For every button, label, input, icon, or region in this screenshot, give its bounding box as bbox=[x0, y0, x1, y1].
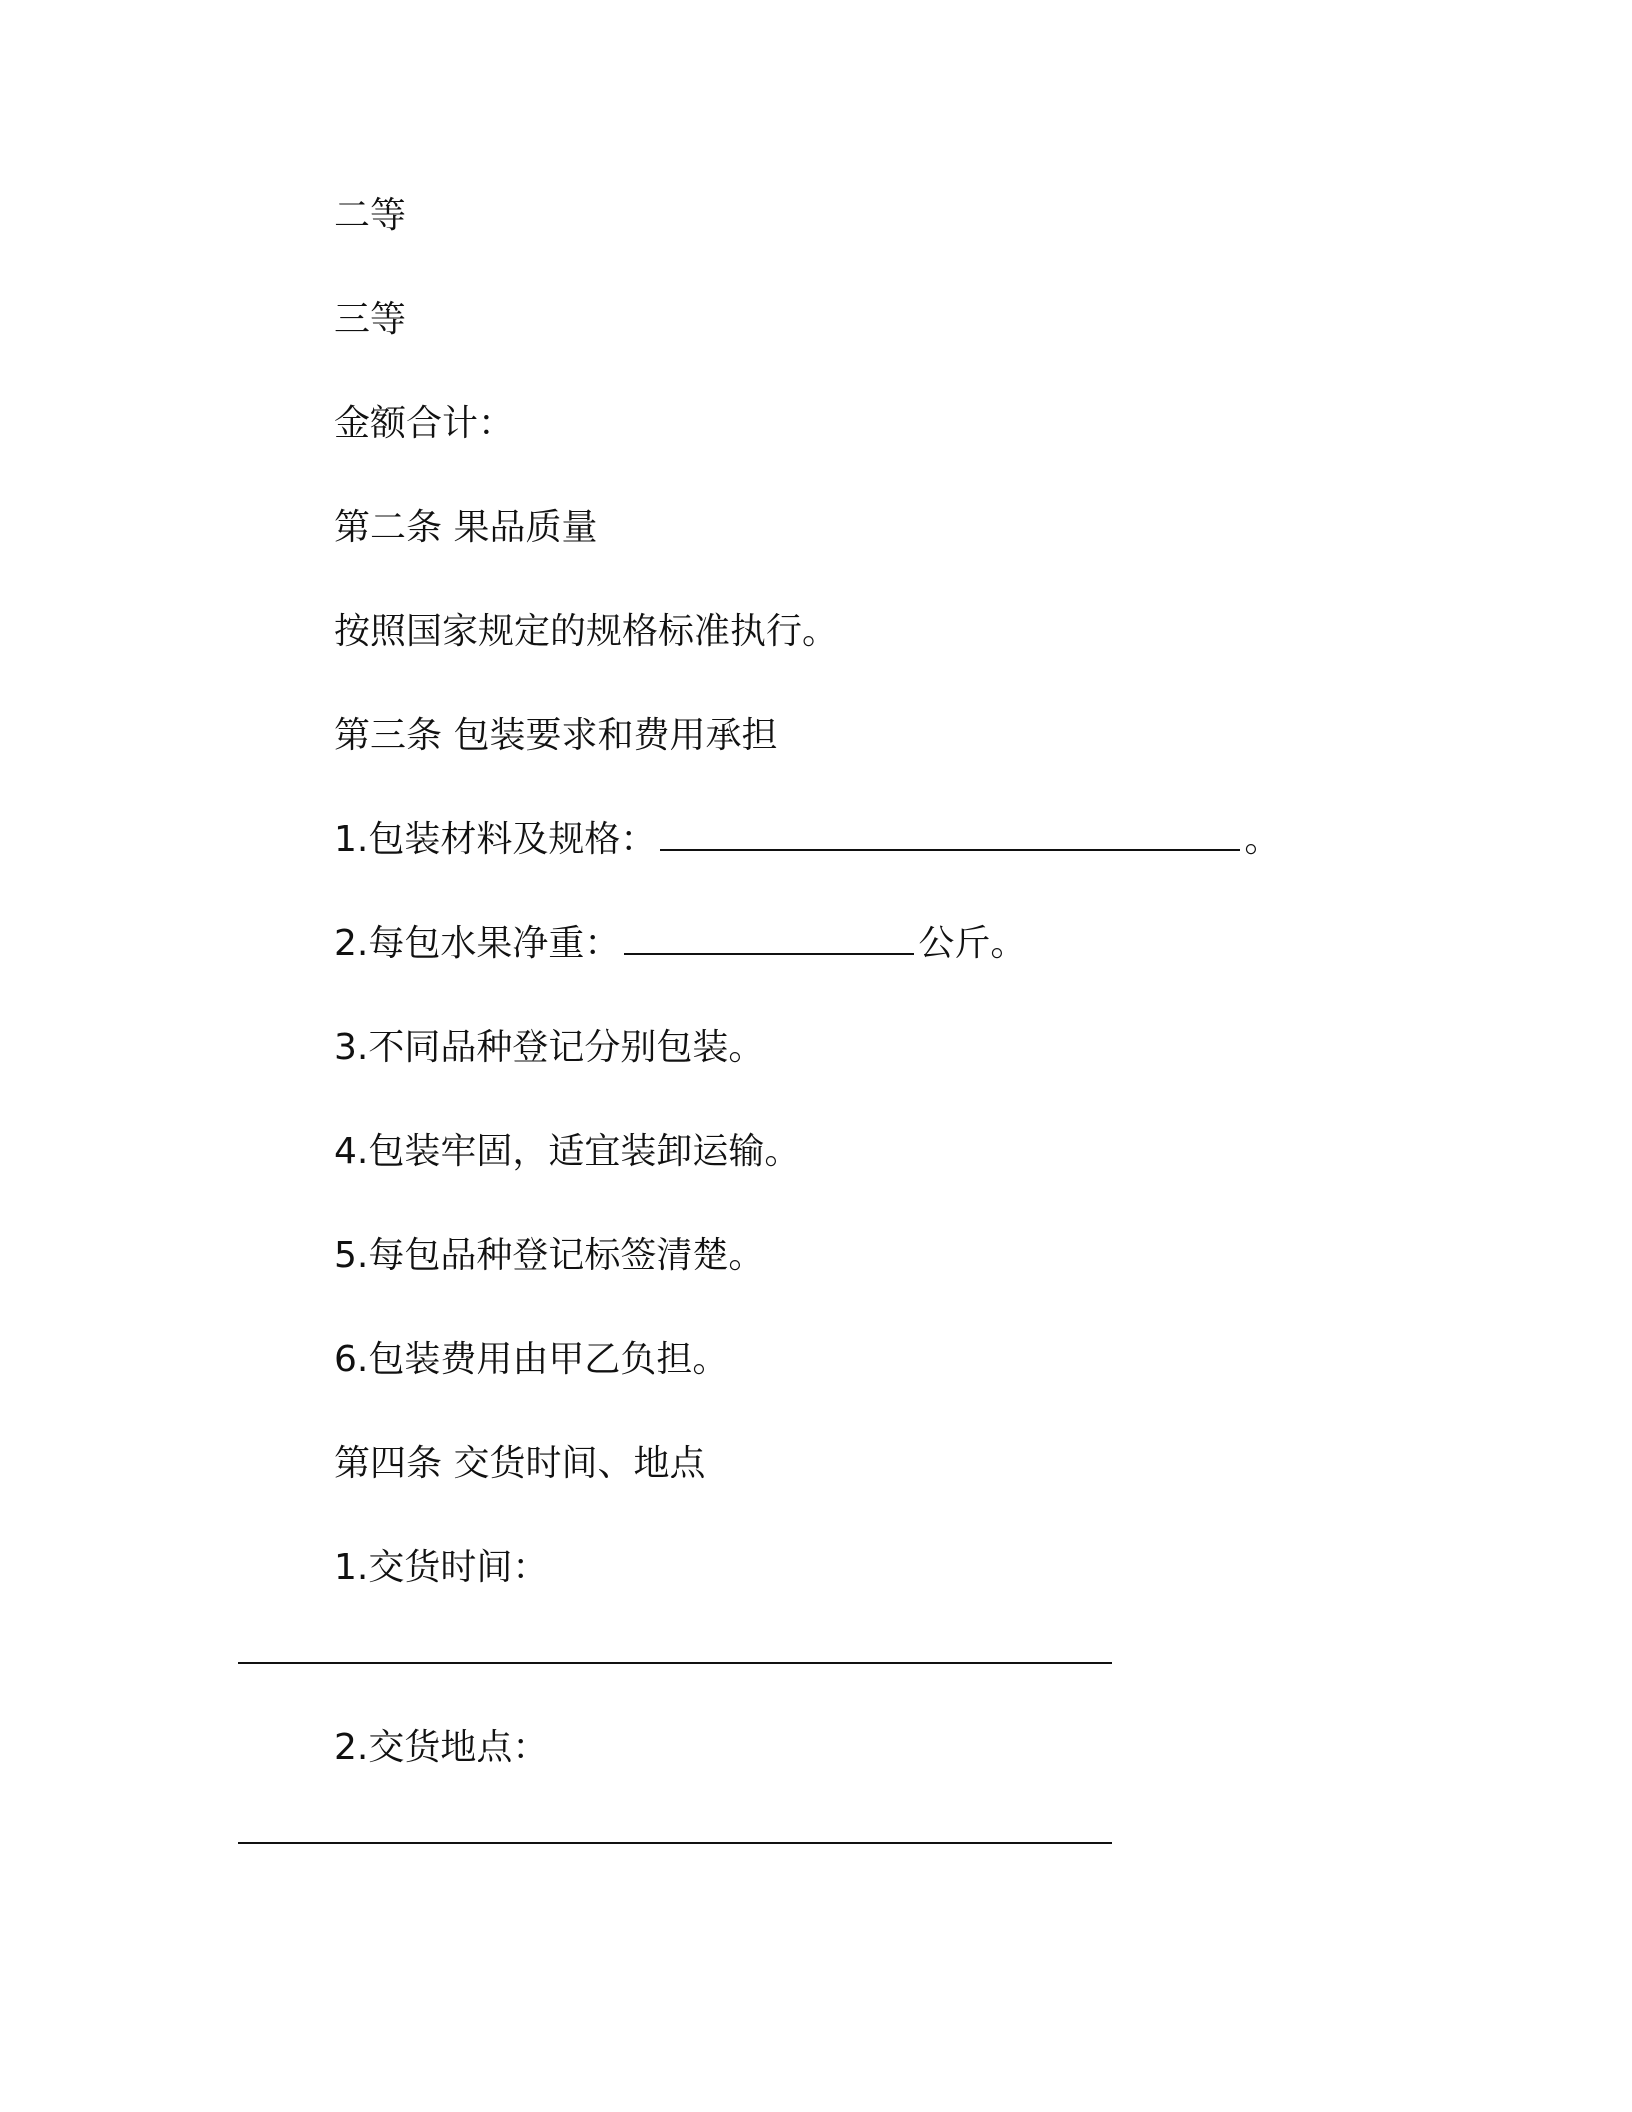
article-two-heading: 第二条 果品质量 bbox=[334, 507, 598, 548]
total-amount-label: 金额合计： bbox=[334, 403, 515, 444]
net-weight-suffix: 公斤。 bbox=[918, 923, 1027, 964]
packaging-item-6: 6.包装费用由甲乙负担。 bbox=[334, 1339, 729, 1380]
net-weight-blank[interactable] bbox=[624, 923, 914, 955]
article-four-heading: 第四条 交货时间、地点 bbox=[334, 1443, 706, 1484]
packaging-material-suffix: 。 bbox=[1244, 819, 1281, 860]
delivery-time-blank[interactable] bbox=[238, 1662, 1112, 1664]
quality-standard-text: 按照国家规定的规格标准执行。 bbox=[334, 611, 839, 652]
article-three-heading: 第三条 包装要求和费用承担 bbox=[334, 715, 778, 756]
delivery-place-blank[interactable] bbox=[238, 1842, 1112, 1844]
packaging-material-label: 1.包装材料及规格： bbox=[334, 819, 657, 860]
grade-three-line: 三等 bbox=[334, 299, 407, 340]
grade-two-line: 二等 bbox=[334, 195, 407, 236]
packaging-item-3: 3.不同品种登记分别包装。 bbox=[334, 1027, 765, 1068]
packaging-material-line bbox=[334, 818, 1280, 862]
packaging-item-4: 4.包装牢固，适宜装卸运输。 bbox=[334, 1131, 801, 1172]
delivery-place-label: 2.交货地点： bbox=[334, 1727, 549, 1768]
packaging-item-5: 5.每包品种登记标签清楚。 bbox=[334, 1235, 765, 1276]
net-weight-line bbox=[334, 922, 1026, 966]
net-weight-label: 2.每包水果净重： bbox=[334, 923, 621, 964]
packaging-material-blank[interactable] bbox=[660, 819, 1240, 851]
delivery-time-label: 1.交货时间： bbox=[334, 1547, 549, 1588]
